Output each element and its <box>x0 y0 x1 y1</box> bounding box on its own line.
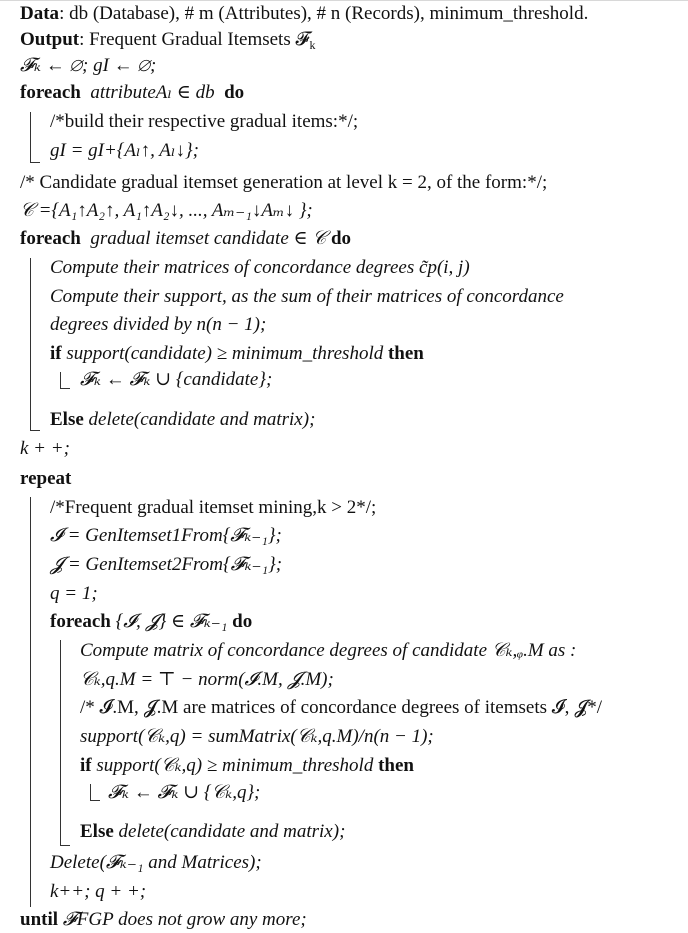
do-keyword: do <box>330 228 352 249</box>
compute-support-line-2: degrees divided by n(n − 1); <box>50 314 267 335</box>
if-condition: support(𝒞ₖ,q) ≥ minimum_threshold <box>96 755 374 776</box>
block-bar-foreach-pair <box>60 640 61 845</box>
block-end-foreach-attribute <box>30 162 40 163</box>
candidate-comment: /* Candidate gradual itemset generation at level k = 2, of the form:*/; <box>20 172 548 193</box>
else-action: delete(candidate and matrix); <box>118 821 346 842</box>
compute-support-line-1: Compute their support, as the sum of their matrices of concordance <box>50 286 564 307</box>
do-keyword: do <box>232 611 253 632</box>
data-keyword: Data <box>20 3 60 24</box>
add-ckq-line: 𝓕ₖ ← 𝓕ₖ ∪ {𝒞ₖ,q}; <box>108 782 261 803</box>
block-end-if-ckq <box>90 800 100 801</box>
build-comment: /*build their respective gradual items:*/; <box>50 111 359 132</box>
else-action: delete(candidate and matrix); <box>88 409 316 430</box>
gen-itemset1-line: 𝓘 = GenItemset1From{𝓕ₖ₋₁}; <box>50 525 282 546</box>
output-subscript: k <box>309 38 316 52</box>
repeat-keyword: repeat <box>20 468 72 489</box>
block-end-if <box>60 388 70 389</box>
foreach-condition: attributeAₗ ∈ db <box>90 82 215 103</box>
matrices-comment: /* 𝓘.M, 𝓙.M are matrices of concordance degrees of itemsets 𝓘, 𝓙*/ <box>80 697 602 718</box>
q-init-line: q = 1; <box>50 583 98 604</box>
do-keyword: do <box>224 82 245 103</box>
foreach-keyword: foreach <box>50 611 111 632</box>
else-ckq-line <box>80 820 345 844</box>
data-text: : db (Database), # m (Attributes), # n (Records), minimum_threshold. <box>59 3 589 24</box>
compute-matrices-line: Compute their matrices of concordance degrees c̃p(i, j) <box>50 257 470 278</box>
foreach-pair-line <box>50 610 252 634</box>
init-line: 𝓕ₖ ← ∅; gI ← ∅; <box>20 55 157 76</box>
block-end-foreach-candidate <box>30 430 40 431</box>
block-bar-if <box>60 372 61 388</box>
foreach-keyword: foreach <box>20 82 81 103</box>
until-condition: 𝓕FGP does not grow any more; <box>62 909 307 930</box>
output-line <box>20 28 316 52</box>
block-bar-foreach-attribute <box>30 112 31 162</box>
data-line <box>20 2 588 26</box>
delete-prev-line: Delete(𝓕ₖ₋₁ and Matrices); <box>50 852 262 873</box>
if-keyword: if <box>80 755 92 776</box>
block-end-foreach-pair <box>60 845 70 846</box>
candidate-set-line: 𝒞 ={A₁↑A₂↑, A₁↑A₂↓, ..., Aₘ₋₁↓Aₘ↓ }; <box>20 200 313 221</box>
top-border <box>0 0 688 1</box>
if-condition: support(candidate) ≥ minimum_threshold <box>66 343 384 364</box>
until-keyword: until <box>20 909 59 930</box>
add-candidate-line: 𝓕ₖ ← 𝓕ₖ ∪ {candidate}; <box>80 369 273 390</box>
foreach-condition: gradual itemset candidate ∈ 𝒞 <box>90 228 327 249</box>
until-line <box>20 908 307 932</box>
then-keyword: then <box>387 343 424 364</box>
if-support-line <box>50 342 424 366</box>
compute-matrix-line: Compute matrix of concordance degrees of candidate 𝒞ₖ,ᵩ.M as : <box>80 640 577 661</box>
block-bar-repeat <box>30 497 31 907</box>
gi-update-line: gI = gI+{Aₗ↑, Aₗ↓}; <box>50 140 199 161</box>
tnorm-line: 𝒞ₖ,q.M = ⊤ − norm(𝓘.M, 𝓙.M); <box>80 669 334 690</box>
output-text: : Frequent Gradual Itemsets 𝓕 <box>79 29 310 50</box>
foreach-candidate-line <box>20 227 351 251</box>
foreach-condition: {𝓘, 𝓙} ∈ 𝓕ₖ₋₁ <box>115 611 228 632</box>
then-keyword: then <box>378 755 414 776</box>
block-bar-foreach-candidate <box>30 258 31 430</box>
foreach-keyword: foreach <box>20 228 81 249</box>
else-line <box>50 408 315 432</box>
foreach-attribute-line <box>20 81 244 105</box>
support-calc-line: support(𝒞ₖ,q) = sumMatrix(𝒞ₖ,q.M)/n(n − 1); <box>80 726 434 747</box>
block-bar-if-ckq <box>90 784 91 800</box>
if-support-ckq-line <box>80 754 414 778</box>
else-keyword: Else <box>50 409 84 430</box>
increments-line: k++; q + +; <box>50 881 147 902</box>
output-keyword: Output <box>20 29 80 50</box>
if-keyword: if <box>50 343 62 364</box>
else-keyword: Else <box>80 821 114 842</box>
mining-comment: /*Frequent gradual itemset mining,k > 2*/; <box>50 497 377 518</box>
gen-itemset2-line: 𝓙 = GenItemset2From{𝓕ₖ₋₁}; <box>50 554 283 575</box>
k-increment-line: k + +; <box>20 438 70 459</box>
